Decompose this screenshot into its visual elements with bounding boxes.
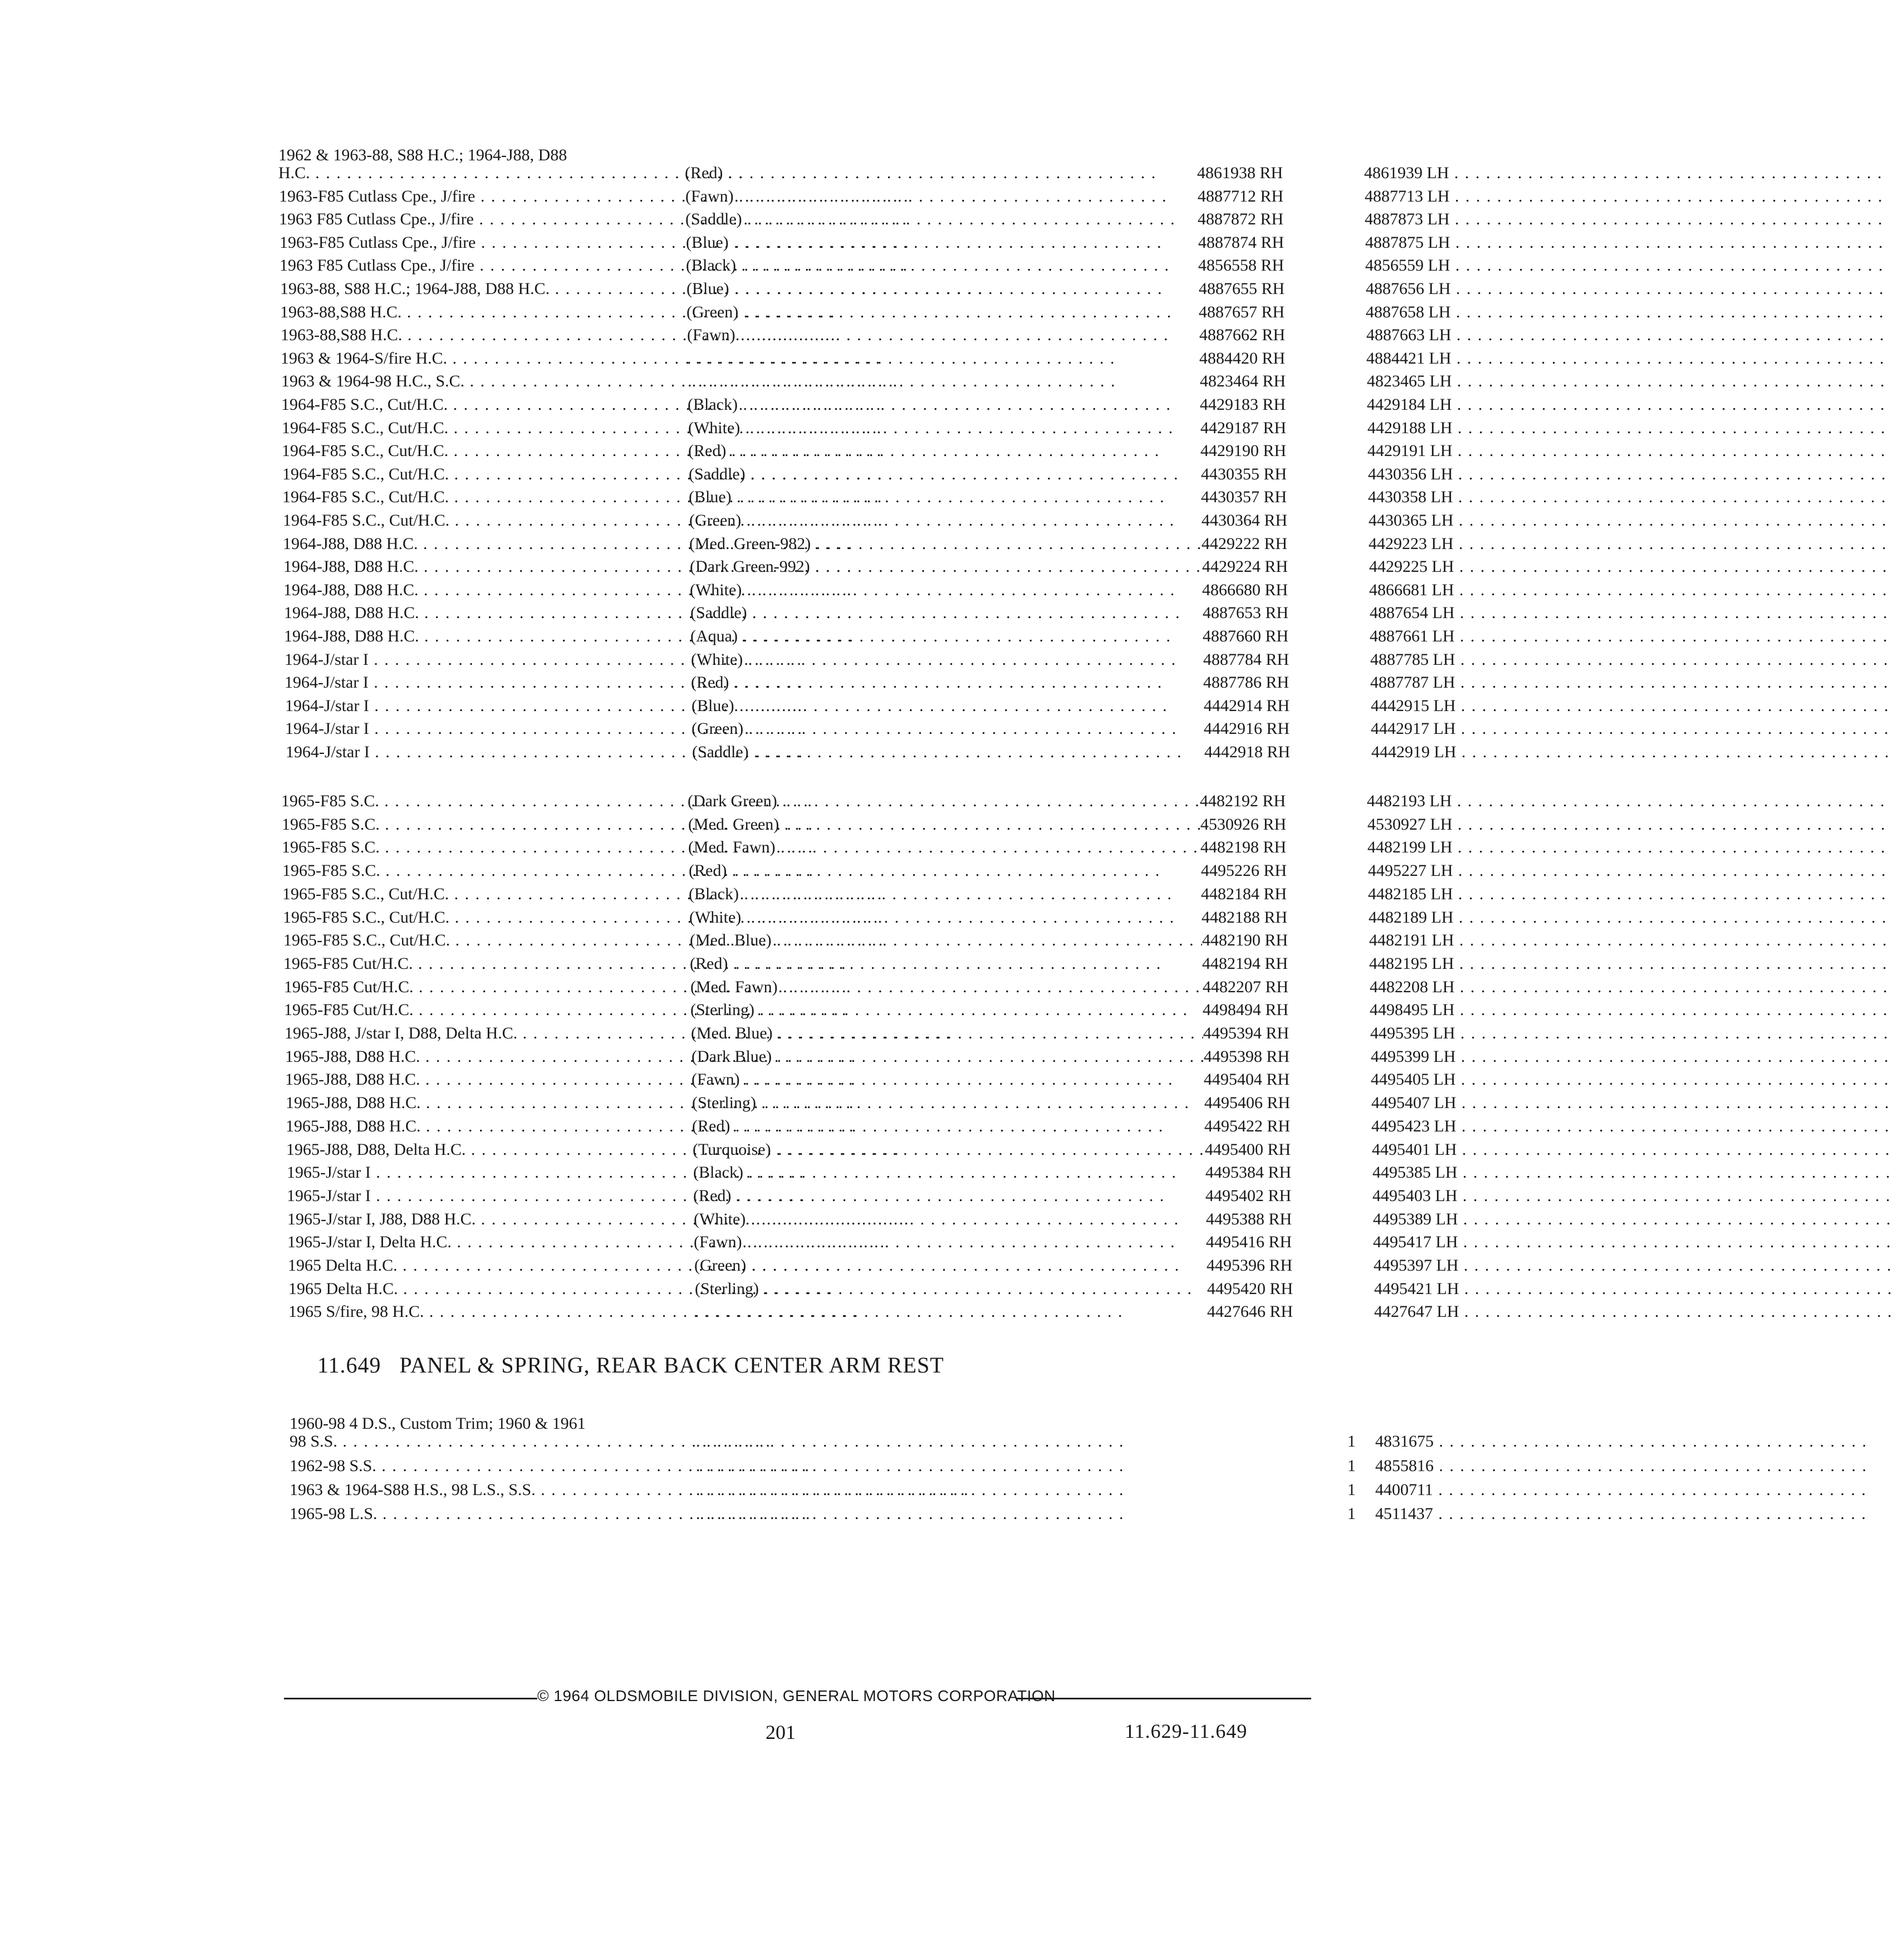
row-color: (Med. Green-982) . . . <box>689 532 1201 556</box>
row-color: (Turquoise) . . . <box>693 1138 1205 1162</box>
lh-part-number: 4495417 LH . . . <box>1373 1231 1590 1254</box>
rh-part-number: 4887874 RH <box>1198 231 1287 254</box>
row-description: 1965-J88, D88 H.C. . . . <box>286 1115 664 1138</box>
rh-part-number: 4429187 RH <box>1200 416 1289 440</box>
row-description: 1965 S/fire, 98 H.C. . . . <box>288 1300 667 1324</box>
rh-part-number: 4495400 RH <box>1205 1138 1294 1162</box>
row-color: (Sterling) . . . <box>692 1091 1204 1115</box>
row-color: (Fawn) . . . <box>685 185 1198 208</box>
row-color: (Red) . . . <box>689 859 1201 883</box>
row-color <box>695 1300 1207 1324</box>
rh-part-number: 4495404 RH <box>1204 1068 1293 1091</box>
rh-part-number: 4430364 RH <box>1201 509 1291 532</box>
row-color: (Red) . . . <box>690 952 1202 976</box>
row-description: 1965-F85 S.C., Cut/H.C. . . . <box>282 883 661 906</box>
row-color: (White) . . . <box>689 906 1201 929</box>
row-description: 1963-F85 Cutlass Cpe., J/fire . . . <box>279 231 658 254</box>
row-color: (Blue) . . . <box>686 277 1199 301</box>
leader-dots <box>696 1502 1331 1526</box>
lh-part-number: 4495407 LH . . . <box>1371 1091 1588 1115</box>
row-color: (Red) . . . <box>691 671 1203 694</box>
section-number: 11.649 <box>317 1353 381 1378</box>
copyright-notice: © 1964 OLDSMOBILE DIVISION, GENERAL MOTORS CORPORATION <box>537 1687 1056 1704</box>
row-description: 1965-J88, D88 H.C. . . . <box>285 1045 664 1069</box>
row-color: (Green) . . . <box>689 509 1201 532</box>
row-description-line1: 1962 & 1963-88, S88 H.C.; 1964-J88, D88 <box>278 146 567 164</box>
lh-part-number: 4442917 LH . . . <box>1371 717 1588 741</box>
rh-part-number: 4495388 RH <box>1206 1208 1295 1231</box>
lh-part-number: 4482195 LH . . . <box>1369 952 1586 976</box>
row-color: (Red) . . . <box>685 161 1197 185</box>
lh-part-number: 4495397 LH . . . <box>1374 1254 1591 1277</box>
rh-part-number: 4442916 RH <box>1204 717 1293 741</box>
row-description: 1965-98 L.S. . . . <box>290 1502 668 1526</box>
lh-part-number: 4442915 LH . . . <box>1371 694 1588 718</box>
lh-part-number: 4427647 LH . . . <box>1374 1300 1591 1324</box>
row-description: 1965-F85 Cut/H.C. . . . <box>284 976 663 999</box>
row-color: (White) . . . <box>688 416 1200 440</box>
row-color: (Red) . . . <box>688 439 1200 463</box>
row-description: 1963-88,S88 H.C. . . . <box>281 324 659 347</box>
lh-part-number: 4530927 LH . . . <box>1367 813 1585 836</box>
row-description: 1963 F85 Cutlass Cpe., J/fire . . . <box>279 208 658 231</box>
row-description: 1964-J/star I . . . <box>285 694 664 718</box>
rh-part-number: 4442914 RH <box>1204 694 1293 718</box>
footer-rule-right <box>1016 1698 1311 1699</box>
lh-part-number: 4430356 LH . . . <box>1368 463 1585 486</box>
lh-part-number: 4495227 LH . . . <box>1368 859 1585 883</box>
row-description: 1965 Delta H.C. . . . <box>288 1277 667 1301</box>
row-color: (Blue) . . . <box>692 694 1204 718</box>
lh-part-number: 4429225 LH . . . <box>1369 555 1586 579</box>
lh-part-number: 4430358 LH . . . <box>1368 486 1585 509</box>
row-description: 1965-F85 S.C. . . . <box>282 859 661 883</box>
row-description: 1962-98 S.S. . . . <box>290 1454 668 1478</box>
lh-part-number: 4495385 LH . . . <box>1372 1161 1590 1184</box>
lh-part-number: 4887787 LH . . . <box>1370 671 1587 694</box>
row-color <box>687 347 1199 370</box>
lh-part-number: 4482191 LH . . . <box>1369 929 1586 952</box>
quantity: 1 <box>1347 1454 1370 1478</box>
row-description: 1964-F85 S.C., Cut/H.C. . . . <box>282 439 660 463</box>
row-description: 1965-J88, D88 H.C. . . . <box>285 1068 664 1091</box>
lh-part-number: 4429191 LH . . . <box>1367 439 1585 463</box>
lh-part-number: 4856559 LH . . . <box>1365 254 1582 277</box>
rh-part-number: 4495416 RH <box>1206 1231 1295 1254</box>
rh-part-number: 4856558 RH <box>1198 254 1287 277</box>
row-color: (Saddle) . . . <box>685 208 1198 231</box>
row-description: 1964-J88, D88 H.C. . . . <box>283 555 662 579</box>
row-description: 1963 & 1964-98 H.C., S.C. . . . <box>281 370 660 393</box>
rh-part-number: 4482188 RH <box>1201 906 1291 929</box>
lh-part-number: 4482199 LH . . . <box>1367 836 1585 859</box>
lh-part-number: 4482208 LH . . . <box>1370 976 1587 999</box>
rh-part-number: 4530926 RH <box>1200 813 1289 836</box>
row-description: 1963 F85 Cutlass Cpe., J/fire . . . <box>279 254 658 277</box>
rh-part-number: 4429183 RH <box>1200 393 1289 416</box>
rh-part-number: 4495398 RH <box>1204 1045 1293 1069</box>
lh-part-number: 4887656 LH . . . <box>1366 277 1583 301</box>
lh-part-number: 4495405 LH . . . <box>1371 1068 1588 1091</box>
row-description: 1963-88, S88 H.C.; 1964-J88, D88 H.C. . . . <box>280 277 659 301</box>
lh-part-number: 4429184 LH . . . <box>1367 393 1584 416</box>
row-description: 1965-F85 S.C. . . . <box>282 813 660 836</box>
lh-part-number: 4495403 LH . . . <box>1372 1184 1590 1208</box>
row-description: 1964-J88, D88 H.C. . . . <box>283 579 662 602</box>
leader-dots <box>696 1478 1331 1502</box>
rh-part-number: 4495394 RH <box>1203 1022 1292 1045</box>
rh-part-number: 4430355 RH <box>1201 463 1290 486</box>
lh-part-number: 4887663 LH . . . <box>1366 324 1583 347</box>
row-description: 1965-F85 S.C. . . . <box>282 836 660 859</box>
row-description: 98 S.S. . . . <box>290 1430 668 1453</box>
row-color: (Fawn) . . . <box>692 1068 1204 1091</box>
lh-part-number: 4498495 LH . . . <box>1370 998 1587 1022</box>
row-color: (Black) . . . <box>689 883 1201 906</box>
rh-part-number: 4861938 RH <box>1197 161 1286 185</box>
rh-part-number: 4429224 RH <box>1202 555 1291 579</box>
row-color: (Black) . . . <box>688 393 1200 416</box>
row-color: (Green) . . . <box>694 1254 1207 1277</box>
row-color: (White) . . . <box>691 648 1203 672</box>
lh-part-number: 4887875 LH . . . <box>1365 231 1582 254</box>
leader-dots <box>696 1430 1331 1453</box>
page-number: 201 <box>766 1721 796 1743</box>
rh-part-number: 4482207 RH <box>1203 976 1292 999</box>
lh-part-number: 4495399 LH . . . <box>1371 1045 1588 1069</box>
lh-part-number: 4429188 LH . . . <box>1367 416 1585 440</box>
row-description: 1965-J88, D88 H.C. . . . <box>286 1091 664 1115</box>
row-color: (Saddle) . . . <box>690 601 1203 625</box>
row-color: (Fawn) . . . <box>687 324 1199 347</box>
rh-part-number: 4482194 RH <box>1202 952 1291 976</box>
part-number: 4855816 . . . <box>1375 1454 1598 1478</box>
leader-dots <box>696 1454 1331 1478</box>
lh-part-number: 4823465 LH . . . <box>1367 370 1584 393</box>
lh-part-number: 4887713 LH . . . <box>1365 185 1582 208</box>
lh-part-number: 4482189 LH . . . <box>1369 906 1586 929</box>
row-description: 1964-F85 S.C., Cut/H.C. . . . <box>282 416 660 440</box>
rh-part-number: 4887655 RH <box>1199 277 1288 301</box>
row-color: (Black) . . . <box>693 1161 1205 1184</box>
lh-part-number: 4866681 LH . . . <box>1369 579 1586 602</box>
rh-part-number: 4495422 RH <box>1204 1115 1293 1138</box>
section-title: PANEL & SPRING, REAR BACK CENTER ARM REST <box>399 1353 944 1378</box>
row-description: 1964-F85 S.C., Cut/H.C. . . . <box>283 509 661 532</box>
section-range: 11.629-11.649 <box>1125 1720 1248 1742</box>
lh-part-number: 4482185 LH . . . <box>1368 883 1585 906</box>
part-number: 4511437 . . . <box>1375 1502 1598 1526</box>
rh-part-number: 4884420 RH <box>1199 347 1288 370</box>
quantity: 1 <box>1347 1430 1370 1453</box>
rh-part-number: 4887872 RH <box>1198 208 1287 231</box>
lh-part-number: 4442919 LH . . . <box>1371 741 1588 764</box>
lh-part-number: 4861939 LH . . . <box>1364 161 1581 185</box>
lh-part-number: 4495423 LH . . . <box>1371 1115 1588 1138</box>
row-description: 1964-J88, D88 H.C. . . . <box>283 532 661 556</box>
row-color: (Dark Blue) . . . <box>692 1045 1204 1069</box>
rh-part-number: 4482192 RH <box>1200 790 1289 813</box>
row-description: 1964-J/star I . . . <box>286 741 664 764</box>
rh-part-number: 4823464 RH <box>1200 370 1289 393</box>
row-description: 1964-J88, D88 H.C. . . . <box>284 601 663 625</box>
rh-part-number: 4495402 RH <box>1205 1184 1294 1208</box>
rh-part-number: 4495384 RH <box>1205 1161 1294 1184</box>
lh-part-number: 4887654 LH . . . <box>1370 601 1587 625</box>
rh-part-number: 4495226 RH <box>1201 859 1290 883</box>
lh-part-number: 4887873 LH . . . <box>1365 208 1582 231</box>
row-color: (Saddle) . . . <box>692 741 1204 764</box>
lh-part-number: 4430365 LH . . . <box>1369 509 1586 532</box>
row-description: 1965 Delta H.C. . . . <box>288 1254 666 1277</box>
row-color: (Black) . . . <box>686 254 1198 277</box>
row-color: (Green) . . . <box>686 301 1199 324</box>
rh-part-number: 4482184 RH <box>1201 883 1290 906</box>
lh-part-number: 4887658 LH . . . <box>1366 301 1583 324</box>
row-color: (Aqua) . . . <box>690 625 1203 648</box>
row-color: (Med. Fawn) . . . <box>690 976 1203 999</box>
row-description: 1965-F85 Cut/H.C. . . . <box>284 998 663 1022</box>
rh-part-number: 4887784 RH <box>1203 648 1292 672</box>
row-description: 1964-J88, D88 H.C. . . . <box>284 625 663 648</box>
lh-part-number: 4429223 LH . . . <box>1369 532 1586 556</box>
row-description: 1965-J88, J/star I, D88, Delta H.C. . . . <box>285 1022 663 1045</box>
rh-part-number: 4429222 RH <box>1201 532 1291 556</box>
lh-part-number: 4495401 LH . . . <box>1372 1138 1589 1162</box>
row-color: (Fawn) . . . <box>694 1231 1206 1254</box>
row-color: (White) . . . <box>694 1208 1206 1231</box>
lh-part-number: 4887661 LH . . . <box>1370 625 1587 648</box>
row-description: 1963-88,S88 H.C. . . . <box>280 301 659 324</box>
lh-part-number: 4495395 LH . . . <box>1370 1022 1587 1045</box>
row-description-line1: 1960-98 4 D.S., Custom Trim; 1960 & 1961 <box>290 1414 586 1433</box>
rh-part-number: 4442918 RH <box>1204 741 1293 764</box>
row-description: 1963-F85 Cutlass Cpe., J/fire . . . <box>279 185 658 208</box>
rh-part-number: 4887657 RH <box>1199 301 1288 324</box>
rh-part-number: 4866680 RH <box>1202 579 1291 602</box>
rh-part-number: 4430357 RH <box>1201 486 1290 509</box>
rh-part-number: 4887653 RH <box>1203 601 1292 625</box>
rh-part-number: 4887712 RH <box>1198 185 1287 208</box>
rh-part-number: 4429190 RH <box>1200 439 1289 463</box>
row-description: 1965-J/star I, J88, D88 H.C. . . . <box>287 1208 666 1231</box>
row-description: 1963 & 1964-S88 H.S., 98 L.S., S.S. . . . <box>290 1478 668 1502</box>
row-description: 1964-F85 S.C., Cut/H.C. . . . <box>282 486 661 509</box>
row-color: (Dark Green) . . . <box>688 790 1200 813</box>
rh-part-number: 4427646 RH <box>1207 1300 1296 1324</box>
row-color: (Saddle) . . . <box>689 463 1201 486</box>
row-color: (Dark Green-992) . . . <box>690 555 1202 579</box>
row-description: 1965-F85 S.C., Cut/H.C. . . . <box>283 929 662 952</box>
row-description: 1965-F85 Cut/H.C. . . . <box>283 952 662 976</box>
rh-part-number: 4887660 RH <box>1203 625 1292 648</box>
row-color: (Red) . . . <box>693 1184 1205 1208</box>
row-color: (Sterling) . . . <box>695 1277 1207 1301</box>
row-description: 1963 & 1964-S/fire H.C. . . . <box>281 347 659 370</box>
row-color: (Med. Green) . . . <box>688 813 1200 836</box>
row-description: 1964-F85 S.C., Cut/H.C. . . . <box>281 393 660 416</box>
row-color: (Red) . . . <box>692 1115 1204 1138</box>
lh-part-number: 4495389 LH . . . <box>1373 1208 1590 1231</box>
row-color: (Green) . . . <box>692 717 1204 741</box>
footer-rule-left <box>284 1698 537 1699</box>
rh-part-number: 4495396 RH <box>1207 1254 1296 1277</box>
rh-part-number: 4482190 RH <box>1202 929 1291 952</box>
row-description: 1964-J/star I . . . <box>285 717 664 741</box>
row-color: (Med. Fawn) . . . <box>688 836 1200 859</box>
row-description: 1965-F85 S.C. . . . <box>281 790 660 813</box>
row-color: (Blue) . . . <box>686 231 1198 254</box>
lh-part-number: 4482193 LH . . . <box>1367 790 1584 813</box>
rh-part-number: 4887786 RH <box>1203 671 1292 694</box>
row-color: (Med. Blue) . . . <box>691 1022 1203 1045</box>
row-description: 1965-J88, D88, Delta H.C. . . . <box>286 1138 665 1162</box>
row-description: 1965-J/star I, Delta H.C. . . . <box>287 1231 666 1254</box>
part-number: 4831675 . . . <box>1375 1430 1598 1453</box>
lh-part-number: 4495421 LH . . . <box>1374 1277 1591 1301</box>
lh-part-number: 4884421 LH . . . <box>1366 347 1583 370</box>
row-description: 1964-J/star I . . . <box>285 648 663 672</box>
rh-part-number: 4495406 RH <box>1204 1091 1293 1115</box>
row-color: (White) . . . <box>690 579 1202 602</box>
rh-part-number: 4887662 RH <box>1199 324 1288 347</box>
row-description: 1964-J/star I . . . <box>285 671 663 694</box>
lh-part-number: 4887785 LH . . . <box>1370 648 1587 672</box>
rh-part-number: 4498494 RH <box>1203 998 1292 1022</box>
quantity: 1 <box>1347 1502 1370 1526</box>
row-color: (Sterling) . . . <box>690 998 1203 1022</box>
rh-part-number: 4482198 RH <box>1200 836 1289 859</box>
quantity: 1 <box>1347 1478 1370 1502</box>
row-description: 1964-F85 S.C., Cut/H.C. . . . <box>282 463 661 486</box>
row-color: (Blue) . . . <box>689 486 1201 509</box>
row-color <box>688 370 1200 393</box>
part-number: 4400711 . . . <box>1375 1478 1598 1502</box>
row-color: (Med. Blue) . . . <box>690 929 1202 952</box>
row-description: H.C. . . . <box>278 161 657 185</box>
row-description: 1965-J/star I . . . <box>287 1184 665 1208</box>
row-description: 1965-F85 S.C., Cut/H.C. . . . <box>283 906 661 929</box>
row-description: 1965-J/star I . . . <box>287 1161 665 1184</box>
rh-part-number: 4495420 RH <box>1207 1277 1296 1301</box>
section-heading <box>317 1352 944 1378</box>
